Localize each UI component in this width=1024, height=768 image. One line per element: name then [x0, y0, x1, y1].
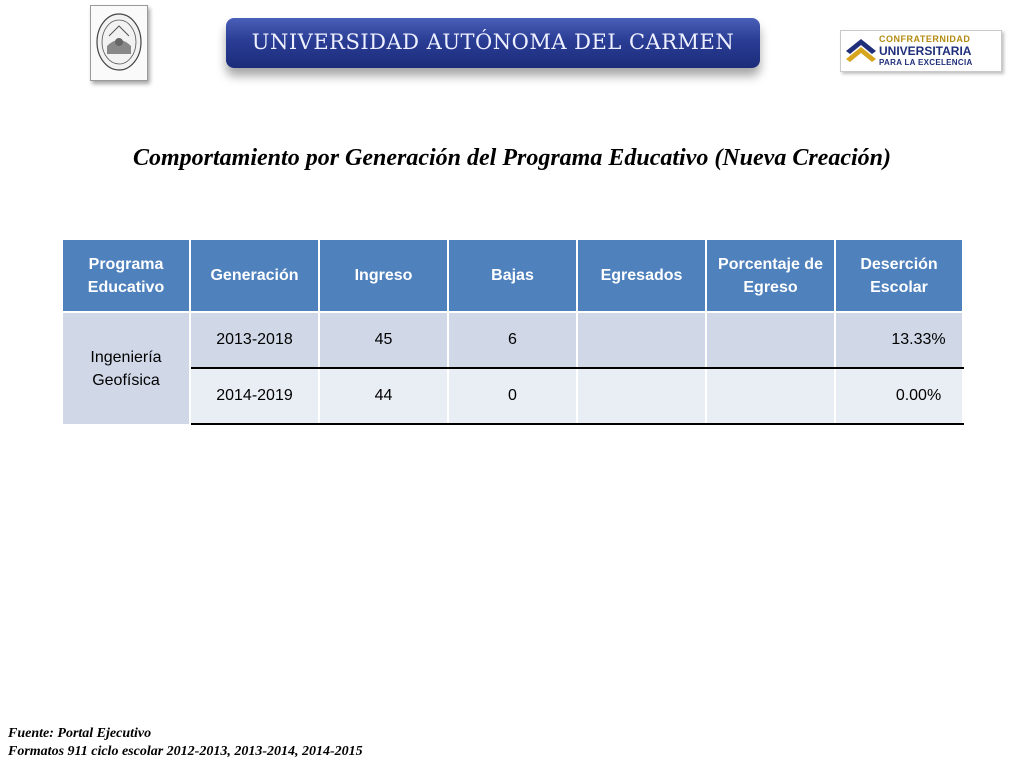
table-row	[62, 312, 963, 368]
generacion-cell: 2013-2018	[190, 312, 319, 368]
header-ingreso: Ingreso	[319, 239, 448, 312]
logo-line-1: CONFRATERNIDAD	[879, 34, 971, 44]
banner-title: UNIVERSIDAD AUTÓNOMA DEL CARMEN	[251, 30, 735, 54]
generacion-cell: 2014-2019	[190, 368, 319, 424]
seal-icon	[91, 6, 147, 80]
bajas-cell: 6	[448, 312, 577, 368]
chevron-logo-icon	[844, 35, 878, 67]
footnote-source: Fuente: Portal Ejecutivo	[8, 726, 152, 741]
logo-line-2: UNIVERSITARIA	[879, 44, 972, 58]
header-bajas: Bajas	[448, 239, 577, 312]
bajas-cell: 0	[448, 368, 577, 424]
generation-table	[61, 238, 964, 425]
confraternidad-logo	[840, 30, 1002, 72]
header-generacion: Generación	[190, 239, 319, 312]
porcentaje-egreso-cell	[706, 368, 835, 424]
egresados-cell	[577, 368, 706, 424]
header-desercion: Deserción Escolar	[835, 239, 963, 312]
program-cell: Ingeniería Geofísica	[62, 312, 190, 424]
page-title: Comportamiento por Generación del Programa Educativo (Nueva Creación)	[133, 145, 891, 171]
university-seal-logo	[90, 5, 148, 81]
table-row	[62, 368, 963, 424]
header-porcentaje-egreso: Porcentaje de Egreso	[706, 239, 835, 312]
desercion-cell: 0.00%	[835, 368, 963, 424]
egresados-cell	[577, 312, 706, 368]
desercion-cell: 13.33%	[835, 312, 963, 368]
ingreso-cell: 44	[319, 368, 448, 424]
logo-line-3: PARA LA EXCELENCIA	[879, 58, 973, 67]
table-header-row	[62, 239, 963, 312]
header-programa: Programa Educativo	[62, 239, 190, 312]
source-footnote	[8, 725, 363, 761]
porcentaje-egreso-cell	[706, 312, 835, 368]
ingreso-cell: 45	[319, 312, 448, 368]
header-egresados: Egresados	[577, 239, 706, 312]
footnote-formats: Formatos 911 ciclo escolar 2012-2013, 2013-2014, 2014-2015	[8, 744, 363, 759]
university-banner	[226, 18, 760, 68]
